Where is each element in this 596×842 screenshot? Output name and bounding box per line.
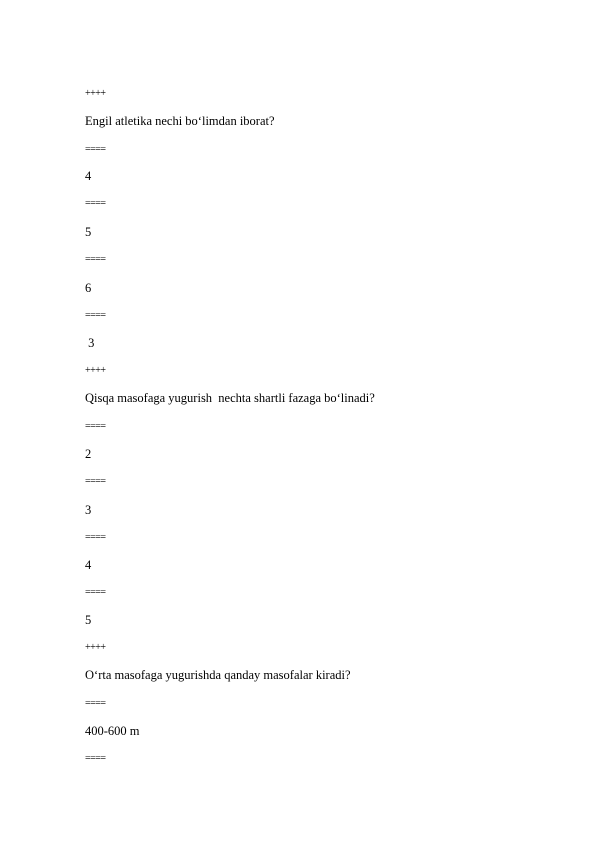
separator-equal: ==== bbox=[85, 587, 106, 598]
separator-equal: ==== bbox=[85, 698, 106, 709]
separator-equal: ==== bbox=[85, 254, 106, 265]
question-2: Qisqa masofaga yugurish nechta shartli fazaga bo‘linadi? bbox=[85, 391, 375, 405]
question-3: O‘rta masofaga yugurishda qanday masofalar kiradi? bbox=[85, 668, 351, 682]
separator-equal: ==== bbox=[85, 198, 106, 209]
answer-option: 4 bbox=[85, 169, 92, 183]
answer-option: 5 bbox=[85, 225, 92, 239]
separator-equal: ==== bbox=[85, 532, 106, 543]
question-1: Engil atletika nechi bo‘limdan iborat? bbox=[85, 114, 275, 128]
answer-option: 3 bbox=[85, 336, 95, 350]
separator-plus: ++++ bbox=[85, 365, 106, 376]
answer-option: 6 bbox=[85, 281, 92, 295]
separator-plus: ++++ bbox=[85, 88, 106, 99]
answer-option: 400-600 m bbox=[85, 724, 140, 738]
separator-equal: ==== bbox=[85, 144, 106, 155]
separator-equal: ==== bbox=[85, 753, 106, 764]
answer-option: 2 bbox=[85, 447, 92, 461]
separator-equal: ==== bbox=[85, 421, 106, 432]
answer-option: 4 bbox=[85, 558, 92, 572]
separator-equal: ==== bbox=[85, 476, 106, 487]
separator-plus: ++++ bbox=[85, 642, 106, 653]
separator-equal: ==== bbox=[85, 310, 106, 321]
answer-option: 3 bbox=[85, 503, 92, 517]
answer-option: 5 bbox=[85, 613, 92, 627]
